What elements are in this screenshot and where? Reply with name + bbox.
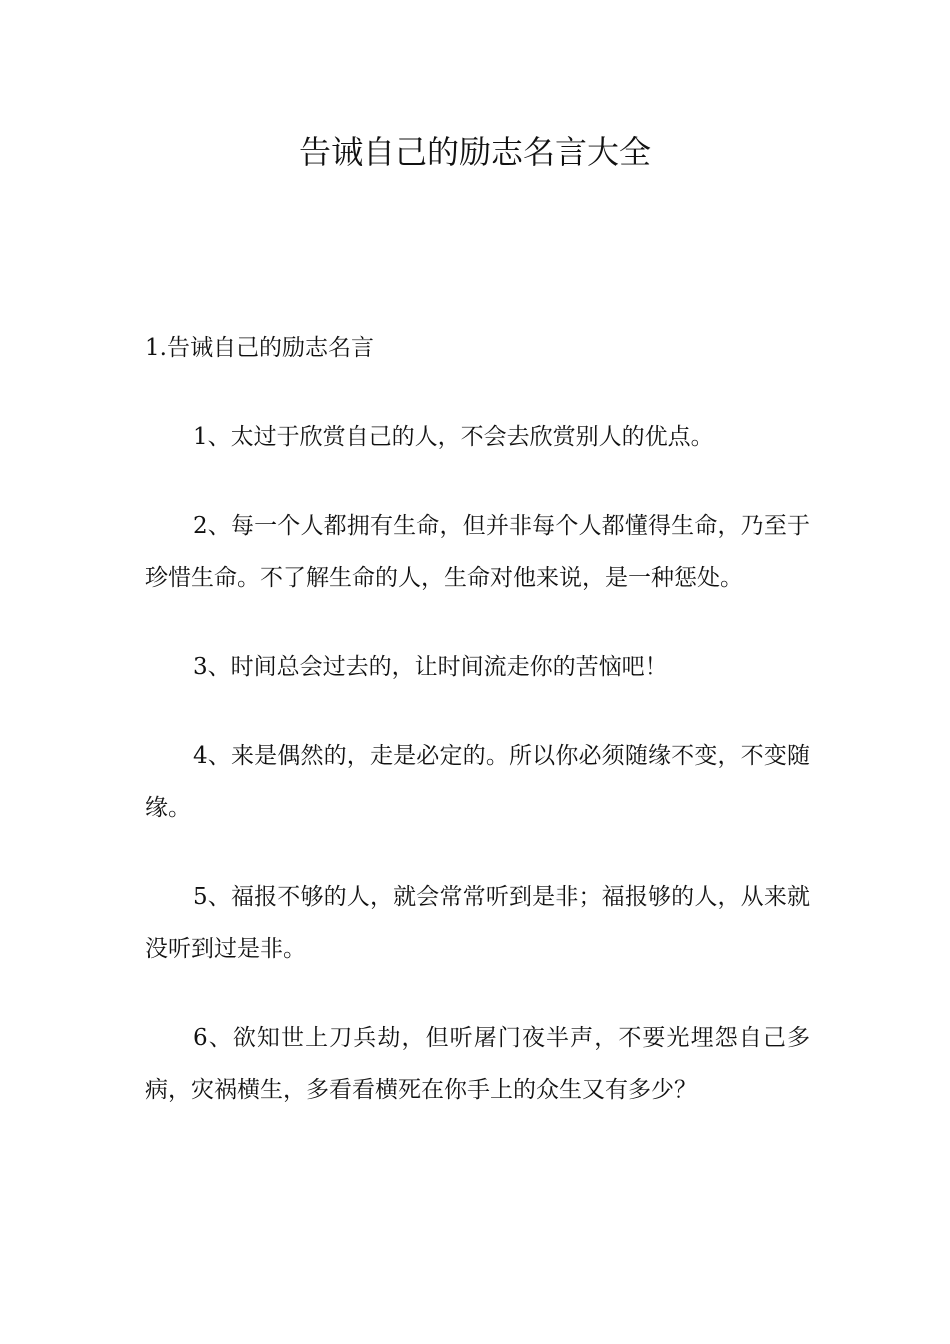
quote-paragraph-6: 6、欲知世上刀兵劫，但听屠门夜半声，不要光埋怨自己多病，灾祸横生，多看看横死在你手上的众生又有多少？	[145, 1025, 810, 1103]
section-heading: 1.告诫自己的励志名言	[145, 335, 374, 361]
document-body	[145, 322, 810, 1116]
quote-paragraph-3: 3、时间总会过去的，让时间流走你的苦恼吧！	[193, 654, 668, 680]
quote-paragraph-2: 2、每一个人都拥有生命，但并非每个人都懂得生命，乃至于珍惜生命。不了解生命的人，生命对他来说，是一种惩处。	[145, 513, 810, 591]
quote-paragraph-5: 5、福报不够的人，就会常常听到是非；福报够的人，从来就没听到过是非。	[145, 884, 810, 962]
document-title: 告诫自己的励志名言大全	[298, 133, 651, 171]
quote-paragraph-4: 4、来是偶然的，走是必定的。所以你必须随缘不变，不变随缘。	[145, 743, 810, 821]
quote-paragraph-1: 1、太过于欣赏自己的人，不会去欣赏别人的优点。	[193, 424, 714, 450]
